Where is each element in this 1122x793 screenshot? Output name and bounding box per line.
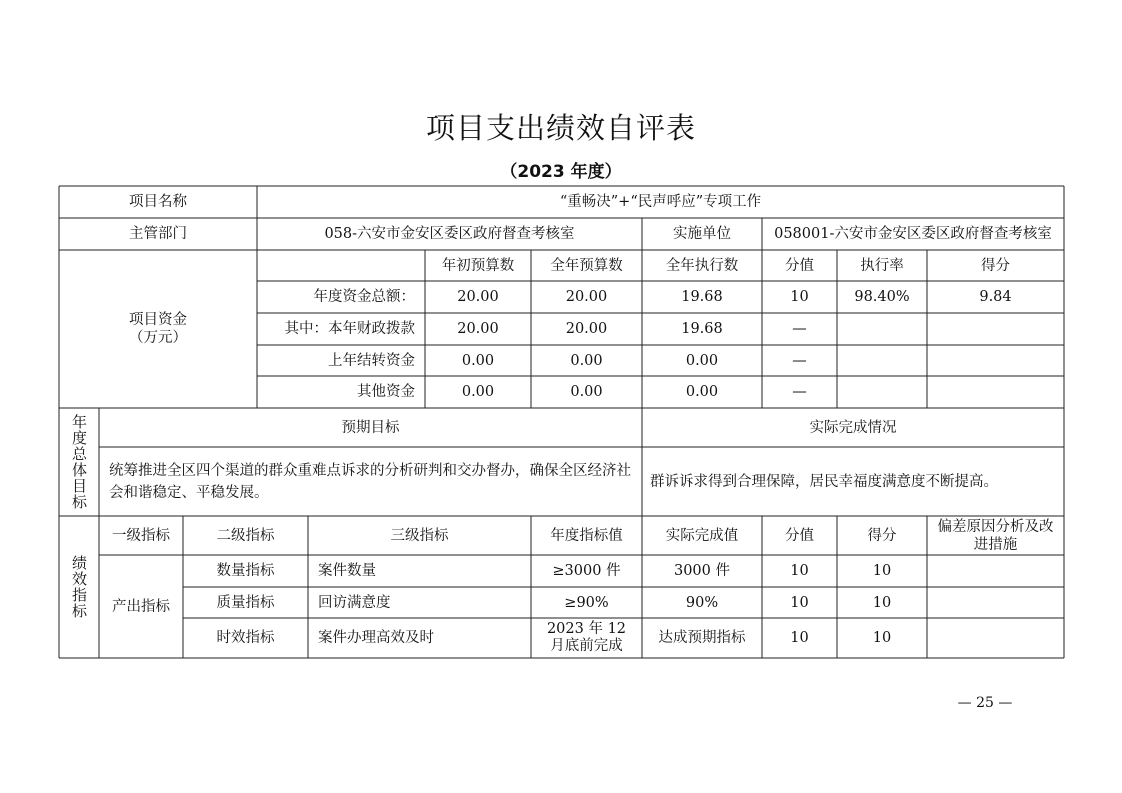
indicators-header-actual: 实际完成值 [665, 527, 739, 544]
funds-row-label: 其他资金 [357, 384, 415, 400]
indicator-actual: 达成预期指标 [658, 630, 746, 646]
funds-row-budget-start: 20.00 [457, 289, 499, 305]
funds-label-line2: （万元） [129, 330, 187, 346]
funds-row-score [927, 376, 1064, 408]
indicator-score-value: 10 [790, 594, 809, 611]
indicator-level3: 案件数量 [318, 563, 376, 579]
funds-row-score [927, 313, 1064, 345]
funds-row-score: 9.84 [979, 289, 1012, 305]
goals-side-label: 年度总体目标 [70, 414, 88, 510]
indicator-actual: 3000 件 [673, 563, 730, 579]
funds-row-rate [837, 376, 927, 408]
funds-row-executed: 19.68 [681, 289, 723, 305]
funds-row-label: 其中：本年财政拨款 [284, 321, 415, 337]
project-name-label: 项目名称 [129, 194, 187, 210]
page-subtitle: （2023 年度） [500, 162, 622, 182]
indicators-header-level3: 三级指标 [390, 527, 449, 544]
funds-row-label: 上年结转资金 [328, 352, 415, 369]
unit-value: 058001-六安市金安区委区政府督查考核室 [774, 226, 1052, 242]
funds-row-budget-start: 0.00 [461, 352, 495, 369]
indicator-score-value: 10 [790, 563, 809, 579]
goals-actual-header: 实际完成情况 [809, 419, 897, 436]
indicators-header-level2: 二级指标 [216, 527, 275, 544]
indicators-side-label: 绩效指标 [70, 555, 88, 619]
funds-header-score: 得分 [981, 257, 1010, 274]
goals-actual-text: 群诉诉求得到合理保障，居民幸福度满意度不断提高。 [650, 473, 998, 490]
funds-header-budget-full: 全年预算数 [550, 257, 623, 274]
indicator-score: 10 [872, 563, 892, 579]
funds-row-rate [837, 313, 927, 345]
funds-header-executed: 全年执行数 [665, 257, 739, 274]
indicators-header-note: 偏差原因分析及改进措施 [937, 518, 1054, 553]
indicator-level2: 时效指标 [216, 630, 275, 646]
funds-row-score [927, 345, 1064, 376]
funds-label [59, 250, 257, 408]
funds-row-budget-start: 20.00 [457, 321, 499, 337]
indicator-note [927, 587, 1064, 618]
indicator-level2: 质量指标 [216, 594, 275, 611]
funds-header-budget-start: 年初预算数 [441, 257, 515, 274]
page-title: 项目支出绩效自评表 [425, 111, 696, 145]
funds-row-executed: 19.68 [681, 321, 723, 337]
funds-row-executed: 0.00 [685, 352, 719, 369]
funds-row-score-value: — [792, 384, 807, 400]
indicator-score: 10 [872, 594, 892, 611]
indicator-score: 10 [872, 630, 892, 646]
indicators-header-level1: 一级指标 [112, 527, 170, 544]
funds-header-rate: 执行率 [860, 257, 904, 274]
funds-label-line1: 项目资金 [129, 312, 187, 328]
indicator-target: ≥3000 件 [552, 563, 621, 579]
indicators-header-target: 年度指标值 [550, 527, 623, 544]
indicator-actual: 90% [685, 594, 719, 611]
funds-row-budget-full: 0.00 [570, 352, 603, 369]
unit-label: 实施单位 [673, 226, 731, 242]
indicators-level1: 产出指标 [112, 598, 170, 615]
indicator-score-value: 10 [790, 630, 809, 646]
funds-row-budget-start: 0.00 [461, 384, 495, 400]
dept-value: 058-六安市金安区委区政府督查考核室 [324, 226, 575, 242]
page-number: — 25 — [957, 695, 1013, 711]
indicator-target: ≥90% [564, 594, 609, 611]
indicator-note [927, 555, 1064, 587]
indicator-level3: 回访满意度 [318, 594, 391, 611]
funds-row-rate [837, 345, 927, 376]
funds-row-budget-full: 20.00 [565, 289, 608, 305]
indicators-header-score: 得分 [867, 527, 897, 544]
funds-header-score-value: 分值 [785, 257, 814, 274]
funds-row-label: 年度资金总额： [313, 289, 415, 305]
goals-expected-header: 预期目标 [341, 419, 400, 436]
funds-row-budget-full: 20.00 [565, 321, 608, 337]
indicators-header-score-value: 分值 [785, 527, 814, 544]
goals-expected-text: 统筹推进全区四个渠道的群众重难点诉求的分析研判和交办督办，确保全区经济社会和谐稳定、平稳发展。 [109, 462, 631, 501]
indicator-note [927, 618, 1064, 658]
funds-row-score-value: — [792, 321, 807, 337]
funds-row-score-value: 10 [790, 289, 809, 305]
indicator-level3: 案件办理高效及时 [318, 630, 434, 646]
indicator-target: 2023 年 12 月底前完成 [546, 621, 627, 654]
dept-label: 主管部门 [129, 226, 187, 242]
project-name-value: “重畅决”+“民声呼应”专项工作 [559, 194, 762, 210]
funds-row-score-value: — [792, 352, 807, 369]
indicator-level2: 数量指标 [216, 563, 275, 579]
funds-row-rate: 98.40% [854, 289, 910, 305]
funds-row-executed: 0.00 [685, 384, 719, 400]
funds-row-budget-full: 0.00 [570, 384, 603, 400]
